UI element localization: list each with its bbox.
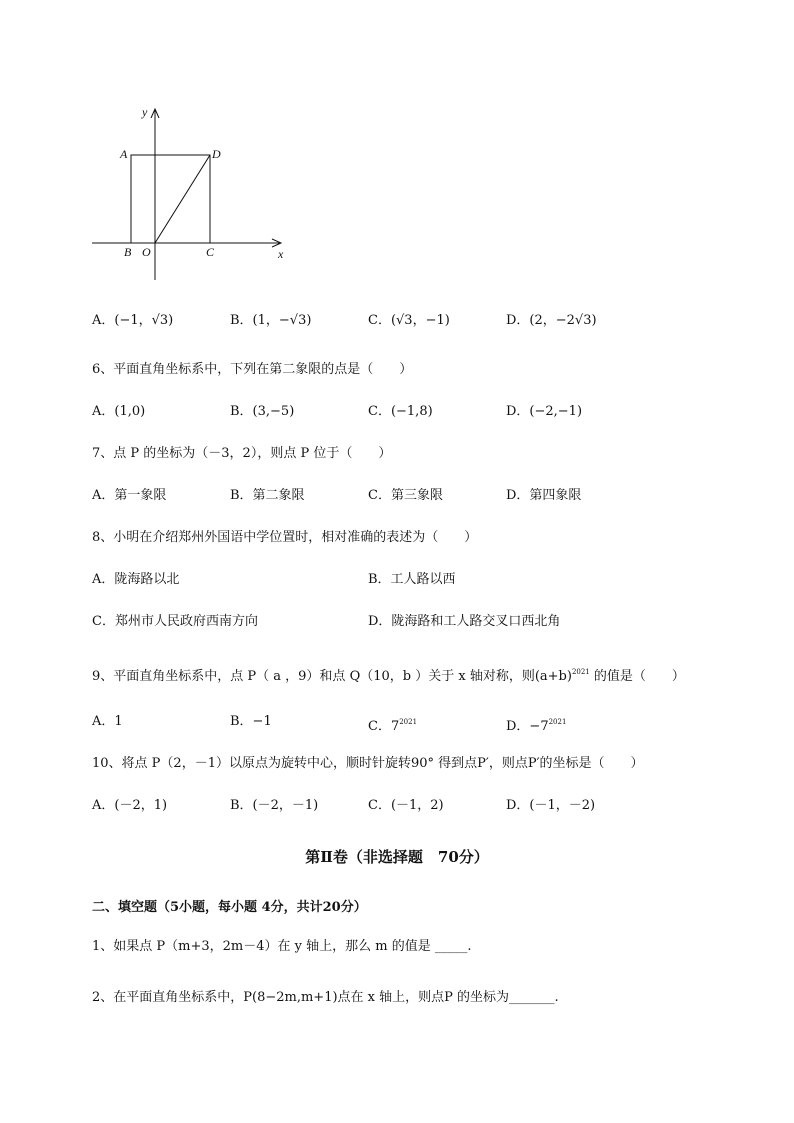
q10-option-b[interactable]: B．(－2，－1) bbox=[230, 798, 319, 813]
part2-title: 二、填空题（5小题，每小题 4分，共计20分） bbox=[92, 900, 367, 915]
fill-question-1: 1、如果点 P（m+3，2m－4）在 y 轴上，那么 m 的值是 _____. bbox=[92, 939, 472, 954]
q9-option-d-exponent: 2021 bbox=[548, 718, 567, 726]
q8-option-a[interactable]: A．陇海路以北 bbox=[92, 572, 180, 587]
label-c: C bbox=[206, 245, 215, 259]
q9-option-d-text: D．−7 bbox=[506, 719, 549, 734]
q9-stem-main: 9、平面直角坐标系中，点 P（ a ，9）和点 Q（10，b ）关于 x 轴对称，则(a+b) bbox=[92, 669, 572, 684]
q9-option-a[interactable]: A．1 bbox=[92, 714, 123, 729]
q7-option-b[interactable]: B．第二象限 bbox=[230, 488, 305, 503]
q9-option-d[interactable] bbox=[506, 713, 566, 736]
q5-option-c[interactable]: C．(√3，−1) bbox=[368, 313, 450, 328]
q10-option-c[interactable]: C．(－1，2) bbox=[368, 798, 444, 813]
label-a: A bbox=[120, 147, 128, 161]
rectangle-abcd bbox=[131, 155, 210, 243]
q7-option-c[interactable]: C．第三象限 bbox=[368, 488, 443, 503]
q10-option-d[interactable]: D．(－1，－2) bbox=[506, 798, 596, 813]
segment-od bbox=[155, 155, 210, 243]
q8-option-d[interactable]: D．陇海路和工人路交叉口西北角 bbox=[368, 614, 561, 629]
q6-option-c[interactable]: C．(−1,8) bbox=[368, 404, 433, 419]
q6-option-b[interactable]: B．(3,−5) bbox=[230, 404, 295, 419]
fill-question-2: 2、在平面直角坐标系中，P(8−2m,m+1)点在 x 轴上，则点P 的坐标为_______. bbox=[92, 990, 559, 1005]
q9-option-c[interactable] bbox=[368, 713, 417, 736]
q7-option-d[interactable]: D．第四象限 bbox=[506, 488, 582, 503]
q10-stem: 10、将点 P（2，－1）以原点为旋转中心，顺时针旋转90° 得到点P′，则点P′的坐标是（ ） bbox=[92, 756, 644, 771]
q9-stem bbox=[92, 663, 685, 686]
q10-option-a[interactable]: A．(－2，1) bbox=[92, 798, 168, 813]
q8-stem: 8、小明在介绍郑州外国语中学位置时，相对准确的表述为（ ） bbox=[92, 530, 478, 545]
label-d: D bbox=[212, 147, 221, 161]
label-b: B bbox=[124, 245, 132, 259]
q6-option-d[interactable]: D．(−2,−1) bbox=[506, 404, 583, 419]
q8-option-c[interactable]: C．郑州市人民政府西南方向 bbox=[92, 614, 258, 629]
q8-option-b[interactable]: B．工人路以西 bbox=[368, 572, 456, 587]
section-title: 第Ⅱ卷（非选择题 70分） bbox=[305, 848, 489, 866]
coordinate-diagram bbox=[88, 98, 298, 284]
q5-option-d[interactable]: D．(2，−2√3) bbox=[506, 313, 597, 328]
q6-stem: 6、平面直角坐标系中，下列在第二象限的点是（ ） bbox=[92, 362, 413, 377]
q9-option-c-text: C．7 bbox=[368, 719, 400, 734]
q9-option-c-exponent: 2021 bbox=[399, 718, 418, 726]
q6-option-a[interactable]: A．(1,0) bbox=[92, 404, 146, 419]
label-o: O bbox=[142, 245, 151, 259]
q9-stem-end: 的值是（ ） bbox=[589, 669, 685, 684]
label-y: y bbox=[142, 105, 148, 119]
q7-stem: 7、点 P 的坐标为（－3，2），则点 P 位于（ ） bbox=[92, 446, 392, 461]
q5-option-b[interactable]: B．(1，−√3) bbox=[230, 313, 312, 328]
coordinate-figure bbox=[88, 98, 298, 284]
q9-option-b[interactable]: B．−1 bbox=[230, 714, 272, 729]
q7-option-a[interactable]: A．第一象限 bbox=[92, 488, 167, 503]
q5-option-a[interactable]: A．(−1，√3) bbox=[92, 313, 174, 328]
label-x: x bbox=[278, 247, 284, 261]
q9-stem-exponent: 2021 bbox=[571, 668, 590, 676]
